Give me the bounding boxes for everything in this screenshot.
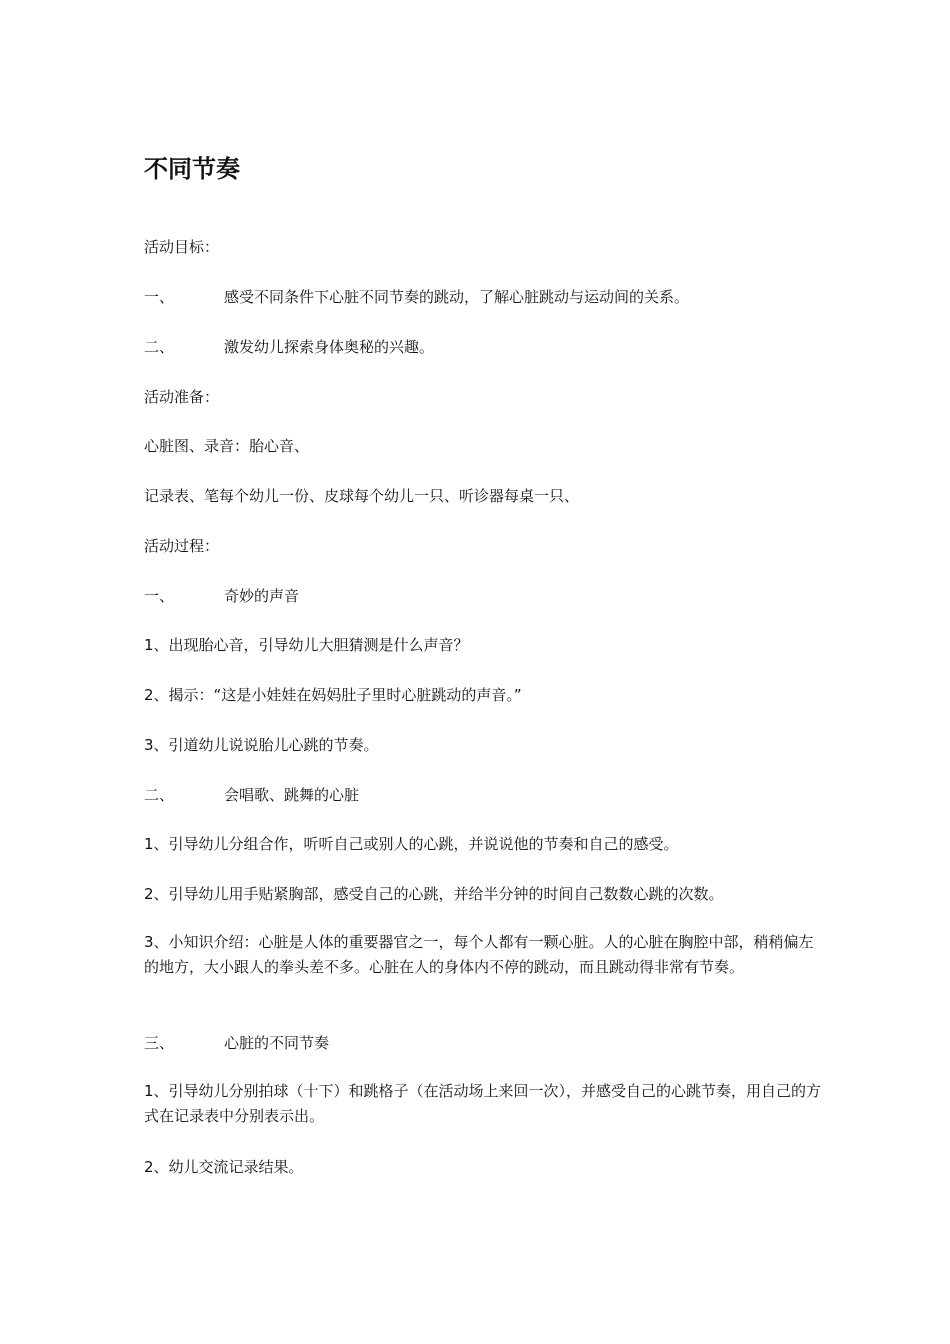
section-number: 一、 (144, 587, 175, 605)
objective-item (144, 336, 434, 358)
list-item: 1、引导幼儿分组合作，听听自己或别人的心跳，并说说他的节奏和自己的感受。 (144, 835, 679, 853)
section-heading (144, 784, 359, 806)
list-item: 1、出现胎心音，引导幼儿大胆猜测是什么声音？ (144, 636, 469, 654)
preparation-item: 心脏图、录音：胎心音、 (144, 437, 310, 455)
list-item: 2、揭示：“这是小娃娃在妈妈肚子里时心脏跳动的声音。” (144, 686, 522, 704)
section-number: 三、 (144, 1034, 175, 1052)
section-title: 奇妙的声音 (224, 587, 300, 605)
preparation-heading: 活动准备： (144, 388, 220, 406)
document-title: 不同节奏 (144, 155, 240, 183)
objectives-heading: 活动目标： (144, 238, 220, 256)
objective-text: 激发幼儿探索身体奥秘的兴趣。 (224, 338, 435, 356)
list-item: 1、引导幼儿分别拍球（十下）和跳格子（在活动场上来回一次），并感受自己的心跳节奏，用自己的方式在记录表中分别表示出。 (144, 1082, 822, 1125)
list-item: 3、引道幼儿说说胎儿心跳的节奏。 (144, 736, 379, 754)
preparation-item: 记录表、笔每个幼儿一份、皮球每个幼儿一只、听诊器每桌一只、 (144, 487, 580, 505)
objective-text: 感受不同条件下心脏不同节奏的跳动，了解心脏跳动与运动间的关系。 (224, 288, 690, 306)
section-title: 会唱歌、跳舞的心脏 (224, 786, 360, 804)
section-number: 二、 (144, 786, 175, 804)
list-item: 2、引导幼儿用手贴紧胸部，感受自己的心跳，并给半分钟的时间自己数数心跳的次数。 (144, 885, 724, 903)
list-item: 3、小知识介绍：心脏是人体的重要器官之一，每个人都有一颗心脏。人的心脏在胸腔中部，稍稍偏左的地方，大小跟人的拳头差不多。心脏在人的身体内不停的跳动，而且跳动得非常有节奏。 (144, 933, 814, 976)
objective-number: 二、 (144, 338, 175, 356)
process-heading: 活动过程： (144, 537, 220, 555)
section-heading (144, 585, 299, 607)
list-item: 2、幼儿交流记录结果。 (144, 1158, 304, 1176)
objective-number: 一、 (144, 288, 175, 306)
section-heading (144, 1032, 329, 1054)
objective-item (144, 286, 689, 308)
section-title: 心脏的不同节奏 (224, 1034, 330, 1052)
